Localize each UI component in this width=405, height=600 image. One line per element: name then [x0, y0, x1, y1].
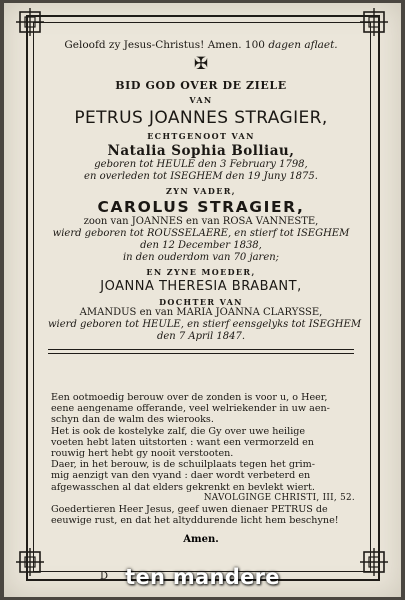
- prayer-line: voeten hebt laten uitstorten : want een vermorzeld en: [51, 436, 314, 448]
- prayer-line: Daer, in het berouw, is de schuilplaats tegen het grim-: [51, 459, 315, 471]
- mother-date: den 7 April 1847.: [156, 331, 246, 342]
- death-line: en overleden tot ISEGHEM den 19 Juny 1875.: [84, 171, 318, 182]
- father-label: ZYN VADER,: [166, 186, 236, 196]
- printer-fragment: D: [100, 571, 109, 582]
- indulgence-line: [48, 39, 354, 51]
- deceased-name: PETRUS JOANNES STRAGIER,: [74, 108, 328, 128]
- spouse-of-label: ECHTGENOOT VAN: [147, 131, 255, 141]
- indulgence-text: Geloofd zy Jesus-Christus! Amen. 100: [64, 39, 265, 51]
- prayer-citation: NAVOLGINGE CHRISTI, III, 52.: [203, 492, 355, 503]
- amen-text: Amen.: [183, 534, 219, 545]
- spouse-name: Natalia Sophia Bolliau,: [107, 143, 295, 159]
- memorial-card: [4, 3, 401, 597]
- father-name: CAROLUS STRAGIER,: [97, 198, 305, 216]
- father-date: den 12 December 1838,: [140, 240, 262, 251]
- mother-label: EN ZYNE MOEDER,: [146, 267, 256, 277]
- prayer-text: [51, 392, 355, 526]
- van-label: VAN: [189, 95, 213, 105]
- card-content: [48, 29, 362, 360]
- father-parents: zoon van JOANNES en van ROSA VANNESTE,: [83, 216, 319, 227]
- section-divider: [48, 349, 354, 354]
- ornament-corner-icon: [360, 8, 388, 36]
- prayer-line: afgewasschen al dat elders gekrenkt en bevlekt wiert.: [51, 481, 315, 493]
- maltese-cross-icon: ✠: [193, 54, 209, 74]
- ornament-corner-icon: [16, 8, 44, 36]
- prayer-line: rouwig hert hebt gy nooit verstooten.: [51, 448, 234, 460]
- indulgence-italic: dagen aflaet.: [268, 39, 338, 51]
- mother-birth: wierd geboren tot HEULE, en stierf eensgelyks tot ISEGHEM: [48, 319, 362, 330]
- closing-line: eeuwige rust, en dat het altyddurende licht hem beschyne!: [51, 515, 339, 527]
- prayer-line: Een ootmoedig berouw over de zonden is voor u, o Heer,: [51, 392, 328, 403]
- prayer-line: Het is ook de kostelyke zalf, die Gy over uwe heilige: [51, 425, 306, 437]
- father-age: in den ouderdom van 70 jaren;: [122, 252, 280, 263]
- mother-parents: AMANDUS en van MARIA JOANNA CLARYSSE,: [79, 307, 323, 318]
- pray-heading: BID GOD OVER DE ZIELE: [115, 79, 287, 92]
- birth-line: geboren tot HEULE den 3 February 1798,: [94, 159, 308, 170]
- prayer-line: mig aenzigt van den vyand : daer wordt verbeterd en: [51, 470, 311, 482]
- closing-line: Goedertieren Heer Jesus, geef uwen dienaer PETRUS de: [51, 504, 328, 516]
- watermark: ten mandere: [125, 565, 280, 589]
- daughter-of-label: DOCHTER VAN: [159, 297, 243, 307]
- father-birth: wierd geboren tot ROUSSELAERE, en stierf tot ISEGHEM: [52, 228, 350, 239]
- prayer-line: eene aengename offerande, veel welriekender in uw aen-: [51, 403, 330, 415]
- prayer-line: schyn dan de walm des wierooks.: [51, 414, 214, 426]
- mother-name: JOANNA THERESIA BRABANT,: [100, 279, 302, 294]
